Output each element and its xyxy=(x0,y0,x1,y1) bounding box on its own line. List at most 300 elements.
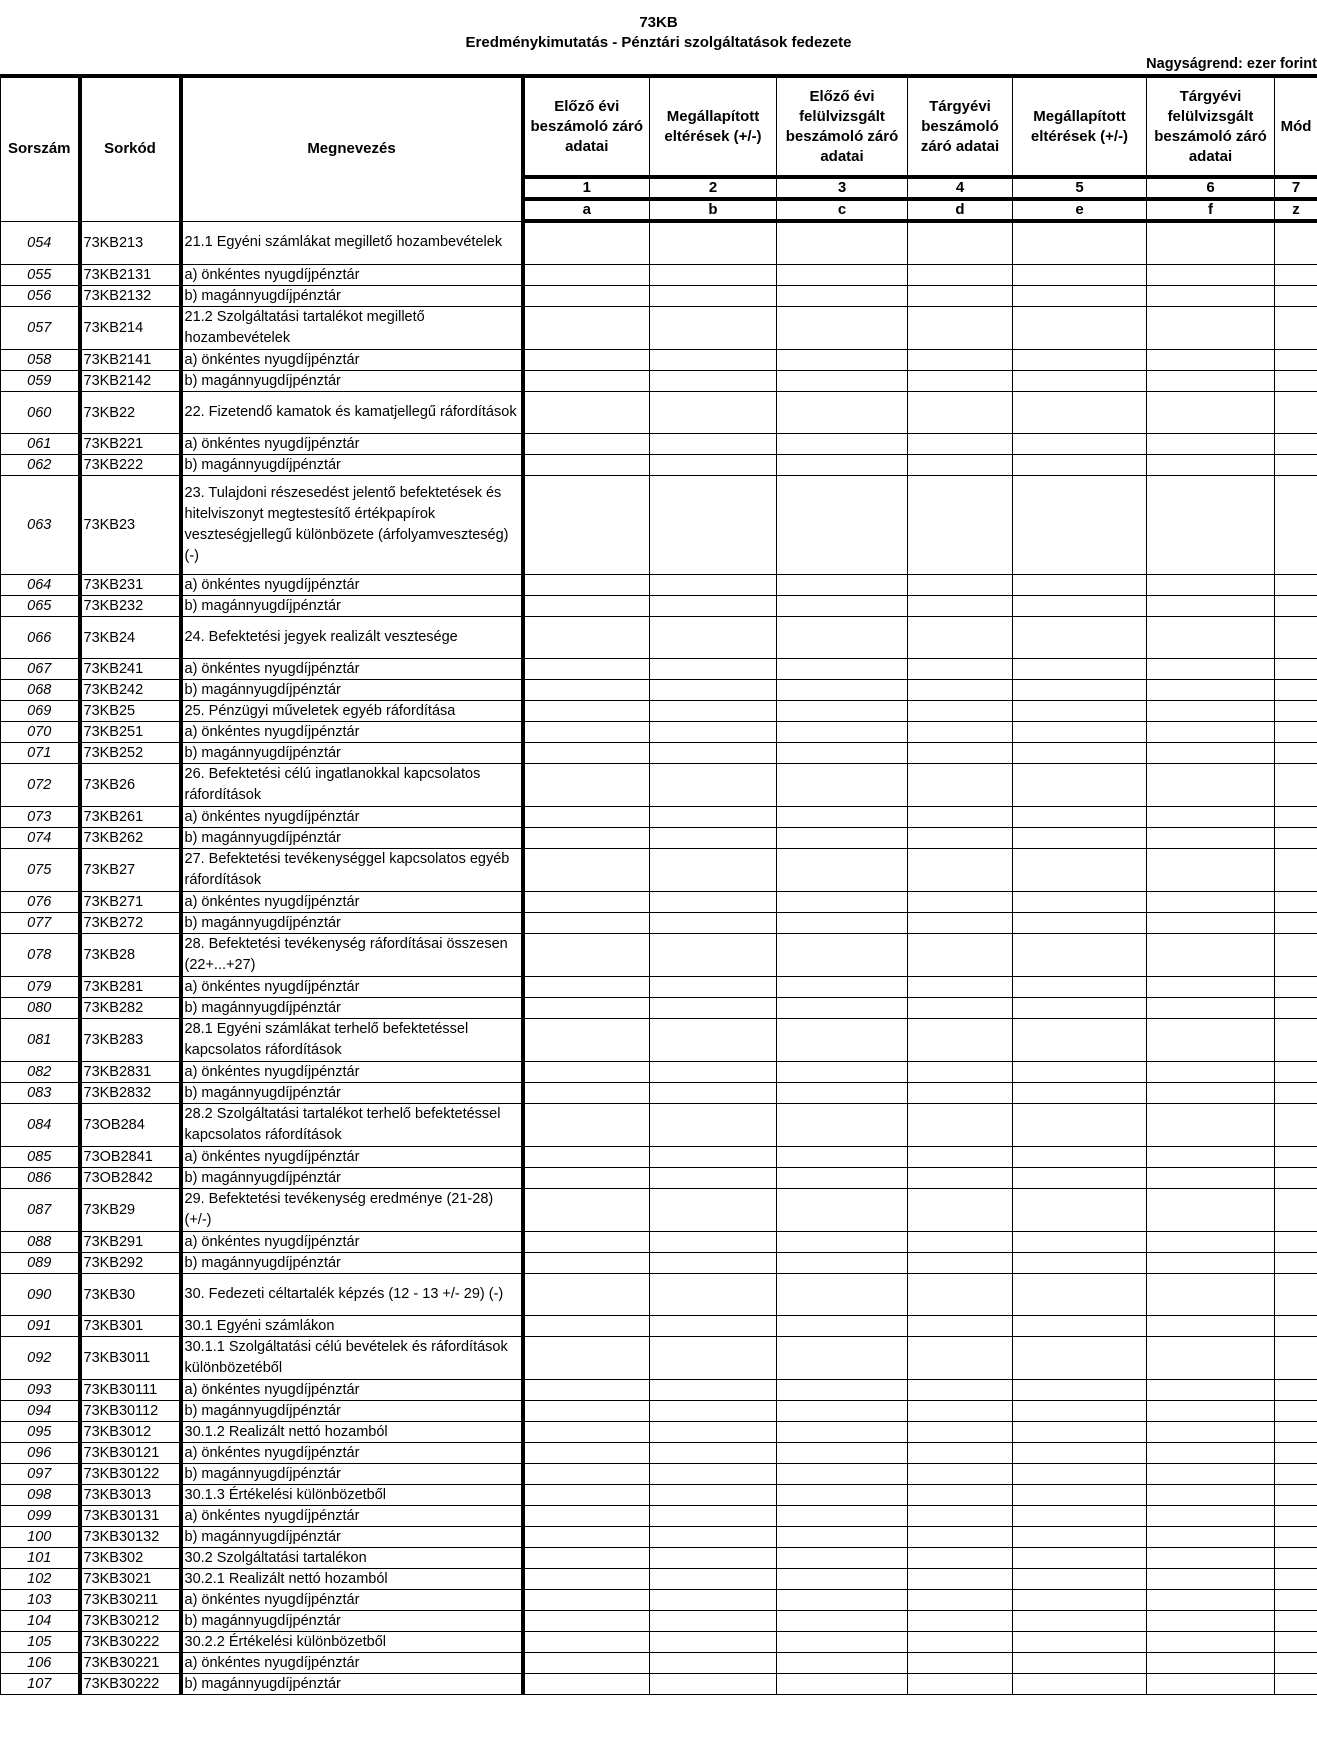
value-cell-5[interactable] xyxy=(1013,1527,1147,1548)
value-cell-2[interactable] xyxy=(650,286,777,307)
value-cell-2[interactable] xyxy=(650,807,777,828)
value-cell-2[interactable] xyxy=(650,1443,777,1464)
value-cell-7[interactable] xyxy=(1275,1168,1317,1189)
value-cell-4[interactable] xyxy=(908,1083,1013,1104)
value-cell-3[interactable] xyxy=(777,1464,908,1485)
value-cell-1[interactable] xyxy=(523,977,650,998)
value-cell-2[interactable] xyxy=(650,1083,777,1104)
value-cell-4[interactable] xyxy=(908,286,1013,307)
value-cell-5[interactable] xyxy=(1013,722,1147,743)
value-cell-7[interactable] xyxy=(1275,1083,1317,1104)
value-cell-3[interactable] xyxy=(777,265,908,286)
value-cell-3[interactable] xyxy=(777,455,908,476)
value-cell-5[interactable] xyxy=(1013,617,1147,659)
value-cell-7[interactable] xyxy=(1275,680,1317,701)
value-cell-3[interactable] xyxy=(777,1253,908,1274)
value-cell-4[interactable] xyxy=(908,1337,1013,1380)
value-cell-7[interactable] xyxy=(1275,1401,1317,1422)
value-cell-2[interactable] xyxy=(650,1674,777,1695)
value-cell-4[interactable] xyxy=(908,265,1013,286)
value-cell-6[interactable] xyxy=(1147,1401,1275,1422)
value-cell-3[interactable] xyxy=(777,722,908,743)
value-cell-4[interactable] xyxy=(908,828,1013,849)
value-cell-1[interactable] xyxy=(523,1253,650,1274)
value-cell-1[interactable] xyxy=(523,1422,650,1443)
value-cell-5[interactable] xyxy=(1013,1062,1147,1083)
value-cell-4[interactable] xyxy=(908,1062,1013,1083)
value-cell-6[interactable] xyxy=(1147,1464,1275,1485)
value-cell-7[interactable] xyxy=(1275,764,1317,807)
value-cell-7[interactable] xyxy=(1275,1443,1317,1464)
value-cell-6[interactable] xyxy=(1147,1062,1275,1083)
value-cell-5[interactable] xyxy=(1013,977,1147,998)
value-cell-3[interactable] xyxy=(777,286,908,307)
value-cell-5[interactable] xyxy=(1013,265,1147,286)
value-cell-1[interactable] xyxy=(523,392,650,434)
value-cell-3[interactable] xyxy=(777,1590,908,1611)
value-cell-7[interactable] xyxy=(1275,1674,1317,1695)
value-cell-3[interactable] xyxy=(777,977,908,998)
value-cell-2[interactable] xyxy=(650,1485,777,1506)
value-cell-6[interactable] xyxy=(1147,265,1275,286)
value-cell-7[interactable] xyxy=(1275,659,1317,680)
value-cell-5[interactable] xyxy=(1013,1611,1147,1632)
value-cell-7[interactable] xyxy=(1275,221,1317,265)
value-cell-4[interactable] xyxy=(908,575,1013,596)
value-cell-3[interactable] xyxy=(777,1632,908,1653)
value-cell-7[interactable] xyxy=(1275,434,1317,455)
value-cell-4[interactable] xyxy=(908,617,1013,659)
value-cell-4[interactable] xyxy=(908,1464,1013,1485)
value-cell-6[interactable] xyxy=(1147,1104,1275,1147)
value-cell-3[interactable] xyxy=(777,849,908,892)
value-cell-3[interactable] xyxy=(777,1316,908,1337)
value-cell-2[interactable] xyxy=(650,575,777,596)
value-cell-3[interactable] xyxy=(777,1380,908,1401)
value-cell-6[interactable] xyxy=(1147,617,1275,659)
value-cell-4[interactable] xyxy=(908,392,1013,434)
value-cell-3[interactable] xyxy=(777,392,908,434)
value-cell-4[interactable] xyxy=(908,1253,1013,1274)
value-cell-3[interactable] xyxy=(777,764,908,807)
value-cell-4[interactable] xyxy=(908,849,1013,892)
value-cell-6[interactable] xyxy=(1147,828,1275,849)
value-cell-2[interactable] xyxy=(650,743,777,764)
value-cell-3[interactable] xyxy=(777,1674,908,1695)
value-cell-7[interactable] xyxy=(1275,575,1317,596)
value-cell-5[interactable] xyxy=(1013,1653,1147,1674)
value-cell-3[interactable] xyxy=(777,1422,908,1443)
value-cell-5[interactable] xyxy=(1013,1485,1147,1506)
value-cell-2[interactable] xyxy=(650,849,777,892)
value-cell-7[interactable] xyxy=(1275,849,1317,892)
value-cell-3[interactable] xyxy=(777,350,908,371)
value-cell-2[interactable] xyxy=(650,434,777,455)
value-cell-3[interactable] xyxy=(777,434,908,455)
value-cell-2[interactable] xyxy=(650,1569,777,1590)
value-cell-1[interactable] xyxy=(523,476,650,575)
value-cell-7[interactable] xyxy=(1275,617,1317,659)
value-cell-4[interactable] xyxy=(908,221,1013,265)
value-cell-7[interactable] xyxy=(1275,1527,1317,1548)
value-cell-3[interactable] xyxy=(777,743,908,764)
value-cell-1[interactable] xyxy=(523,221,650,265)
value-cell-6[interactable] xyxy=(1147,977,1275,998)
value-cell-2[interactable] xyxy=(650,1168,777,1189)
value-cell-4[interactable] xyxy=(908,455,1013,476)
value-cell-5[interactable] xyxy=(1013,913,1147,934)
value-cell-2[interactable] xyxy=(650,1506,777,1527)
value-cell-4[interactable] xyxy=(908,701,1013,722)
value-cell-3[interactable] xyxy=(777,1485,908,1506)
value-cell-7[interactable] xyxy=(1275,392,1317,434)
value-cell-1[interactable] xyxy=(523,371,650,392)
value-cell-5[interactable] xyxy=(1013,371,1147,392)
value-cell-3[interactable] xyxy=(777,701,908,722)
value-cell-5[interactable] xyxy=(1013,1316,1147,1337)
value-cell-3[interactable] xyxy=(777,596,908,617)
value-cell-3[interactable] xyxy=(777,1147,908,1168)
value-cell-6[interactable] xyxy=(1147,1527,1275,1548)
value-cell-7[interactable] xyxy=(1275,455,1317,476)
value-cell-7[interactable] xyxy=(1275,892,1317,913)
value-cell-5[interactable] xyxy=(1013,1674,1147,1695)
value-cell-3[interactable] xyxy=(777,1337,908,1380)
value-cell-5[interactable] xyxy=(1013,1464,1147,1485)
value-cell-4[interactable] xyxy=(908,680,1013,701)
value-cell-7[interactable] xyxy=(1275,371,1317,392)
value-cell-3[interactable] xyxy=(777,892,908,913)
value-cell-4[interactable] xyxy=(908,371,1013,392)
value-cell-5[interactable] xyxy=(1013,1337,1147,1380)
value-cell-5[interactable] xyxy=(1013,350,1147,371)
value-cell-6[interactable] xyxy=(1147,807,1275,828)
value-cell-2[interactable] xyxy=(650,1632,777,1653)
value-cell-5[interactable] xyxy=(1013,221,1147,265)
value-cell-4[interactable] xyxy=(908,476,1013,575)
value-cell-6[interactable] xyxy=(1147,1337,1275,1380)
value-cell-1[interactable] xyxy=(523,1653,650,1674)
value-cell-5[interactable] xyxy=(1013,743,1147,764)
value-cell-4[interactable] xyxy=(908,913,1013,934)
value-cell-1[interactable] xyxy=(523,1443,650,1464)
value-cell-3[interactable] xyxy=(777,1274,908,1316)
value-cell-2[interactable] xyxy=(650,1062,777,1083)
value-cell-2[interactable] xyxy=(650,1548,777,1569)
value-cell-6[interactable] xyxy=(1147,434,1275,455)
value-cell-3[interactable] xyxy=(777,1527,908,1548)
value-cell-6[interactable] xyxy=(1147,998,1275,1019)
value-cell-1[interactable] xyxy=(523,1168,650,1189)
value-cell-1[interactable] xyxy=(523,1401,650,1422)
value-cell-5[interactable] xyxy=(1013,828,1147,849)
value-cell-3[interactable] xyxy=(777,1653,908,1674)
value-cell-1[interactable] xyxy=(523,892,650,913)
value-cell-7[interactable] xyxy=(1275,1590,1317,1611)
value-cell-7[interactable] xyxy=(1275,1337,1317,1380)
value-cell-1[interactable] xyxy=(523,1674,650,1695)
value-cell-5[interactable] xyxy=(1013,892,1147,913)
value-cell-3[interactable] xyxy=(777,1189,908,1232)
value-cell-2[interactable] xyxy=(650,1274,777,1316)
value-cell-2[interactable] xyxy=(650,617,777,659)
value-cell-7[interactable] xyxy=(1275,1274,1317,1316)
value-cell-1[interactable] xyxy=(523,1611,650,1632)
value-cell-2[interactable] xyxy=(650,1104,777,1147)
value-cell-1[interactable] xyxy=(523,659,650,680)
value-cell-2[interactable] xyxy=(650,307,777,350)
value-cell-4[interactable] xyxy=(908,977,1013,998)
value-cell-6[interactable] xyxy=(1147,1632,1275,1653)
value-cell-2[interactable] xyxy=(650,1019,777,1062)
value-cell-1[interactable] xyxy=(523,701,650,722)
value-cell-6[interactable] xyxy=(1147,1653,1275,1674)
value-cell-1[interactable] xyxy=(523,1062,650,1083)
value-cell-3[interactable] xyxy=(777,1062,908,1083)
value-cell-6[interactable] xyxy=(1147,1548,1275,1569)
value-cell-5[interactable] xyxy=(1013,596,1147,617)
value-cell-4[interactable] xyxy=(908,1548,1013,1569)
value-cell-1[interactable] xyxy=(523,617,650,659)
value-cell-7[interactable] xyxy=(1275,934,1317,977)
value-cell-5[interactable] xyxy=(1013,764,1147,807)
value-cell-4[interactable] xyxy=(908,1316,1013,1337)
value-cell-5[interactable] xyxy=(1013,1083,1147,1104)
value-cell-4[interactable] xyxy=(908,1168,1013,1189)
value-cell-7[interactable] xyxy=(1275,596,1317,617)
value-cell-5[interactable] xyxy=(1013,680,1147,701)
value-cell-2[interactable] xyxy=(650,1316,777,1337)
value-cell-6[interactable] xyxy=(1147,286,1275,307)
value-cell-1[interactable] xyxy=(523,1083,650,1104)
value-cell-6[interactable] xyxy=(1147,1611,1275,1632)
value-cell-6[interactable] xyxy=(1147,455,1275,476)
value-cell-7[interactable] xyxy=(1275,1653,1317,1674)
value-cell-7[interactable] xyxy=(1275,743,1317,764)
value-cell-1[interactable] xyxy=(523,1464,650,1485)
value-cell-2[interactable] xyxy=(650,596,777,617)
value-cell-4[interactable] xyxy=(908,659,1013,680)
value-cell-5[interactable] xyxy=(1013,807,1147,828)
value-cell-4[interactable] xyxy=(908,1674,1013,1695)
value-cell-2[interactable] xyxy=(650,1189,777,1232)
value-cell-2[interactable] xyxy=(650,221,777,265)
value-cell-2[interactable] xyxy=(650,392,777,434)
value-cell-4[interactable] xyxy=(908,1569,1013,1590)
value-cell-1[interactable] xyxy=(523,1506,650,1527)
value-cell-1[interactable] xyxy=(523,434,650,455)
value-cell-7[interactable] xyxy=(1275,1611,1317,1632)
value-cell-6[interactable] xyxy=(1147,1232,1275,1253)
value-cell-5[interactable] xyxy=(1013,575,1147,596)
value-cell-7[interactable] xyxy=(1275,1485,1317,1506)
value-cell-4[interactable] xyxy=(908,596,1013,617)
value-cell-4[interactable] xyxy=(908,764,1013,807)
value-cell-6[interactable] xyxy=(1147,392,1275,434)
value-cell-2[interactable] xyxy=(650,350,777,371)
value-cell-6[interactable] xyxy=(1147,221,1275,265)
value-cell-7[interactable] xyxy=(1275,1548,1317,1569)
value-cell-2[interactable] xyxy=(650,1653,777,1674)
value-cell-3[interactable] xyxy=(777,807,908,828)
value-cell-1[interactable] xyxy=(523,913,650,934)
value-cell-1[interactable] xyxy=(523,265,650,286)
value-cell-3[interactable] xyxy=(777,1168,908,1189)
value-cell-6[interactable] xyxy=(1147,1189,1275,1232)
value-cell-5[interactable] xyxy=(1013,434,1147,455)
value-cell-1[interactable] xyxy=(523,1316,650,1337)
value-cell-1[interactable] xyxy=(523,1569,650,1590)
value-cell-1[interactable] xyxy=(523,680,650,701)
value-cell-7[interactable] xyxy=(1275,1019,1317,1062)
value-cell-7[interactable] xyxy=(1275,307,1317,350)
value-cell-7[interactable] xyxy=(1275,977,1317,998)
value-cell-6[interactable] xyxy=(1147,1506,1275,1527)
value-cell-3[interactable] xyxy=(777,575,908,596)
value-cell-6[interactable] xyxy=(1147,476,1275,575)
value-cell-6[interactable] xyxy=(1147,701,1275,722)
value-cell-5[interactable] xyxy=(1013,392,1147,434)
value-cell-7[interactable] xyxy=(1275,1316,1317,1337)
value-cell-3[interactable] xyxy=(777,1611,908,1632)
value-cell-7[interactable] xyxy=(1275,807,1317,828)
value-cell-2[interactable] xyxy=(650,1337,777,1380)
value-cell-2[interactable] xyxy=(650,934,777,977)
value-cell-3[interactable] xyxy=(777,913,908,934)
value-cell-2[interactable] xyxy=(650,722,777,743)
value-cell-7[interactable] xyxy=(1275,1253,1317,1274)
value-cell-4[interactable] xyxy=(908,1401,1013,1422)
value-cell-5[interactable] xyxy=(1013,1232,1147,1253)
value-cell-5[interactable] xyxy=(1013,998,1147,1019)
value-cell-1[interactable] xyxy=(523,1380,650,1401)
value-cell-1[interactable] xyxy=(523,934,650,977)
value-cell-2[interactable] xyxy=(650,828,777,849)
value-cell-1[interactable] xyxy=(523,1590,650,1611)
value-cell-1[interactable] xyxy=(523,1189,650,1232)
value-cell-5[interactable] xyxy=(1013,934,1147,977)
value-cell-1[interactable] xyxy=(523,1337,650,1380)
value-cell-5[interactable] xyxy=(1013,1422,1147,1443)
value-cell-1[interactable] xyxy=(523,307,650,350)
value-cell-6[interactable] xyxy=(1147,1569,1275,1590)
value-cell-5[interactable] xyxy=(1013,455,1147,476)
value-cell-6[interactable] xyxy=(1147,1274,1275,1316)
value-cell-3[interactable] xyxy=(777,1083,908,1104)
value-cell-6[interactable] xyxy=(1147,307,1275,350)
value-cell-4[interactable] xyxy=(908,1274,1013,1316)
value-cell-6[interactable] xyxy=(1147,722,1275,743)
value-cell-6[interactable] xyxy=(1147,1316,1275,1337)
value-cell-6[interactable] xyxy=(1147,1422,1275,1443)
value-cell-5[interactable] xyxy=(1013,1569,1147,1590)
value-cell-1[interactable] xyxy=(523,1274,650,1316)
value-cell-5[interactable] xyxy=(1013,1253,1147,1274)
value-cell-7[interactable] xyxy=(1275,1464,1317,1485)
value-cell-5[interactable] xyxy=(1013,1401,1147,1422)
value-cell-5[interactable] xyxy=(1013,307,1147,350)
value-cell-3[interactable] xyxy=(777,1104,908,1147)
value-cell-6[interactable] xyxy=(1147,934,1275,977)
value-cell-2[interactable] xyxy=(650,1253,777,1274)
value-cell-2[interactable] xyxy=(650,1147,777,1168)
value-cell-2[interactable] xyxy=(650,455,777,476)
value-cell-5[interactable] xyxy=(1013,1380,1147,1401)
value-cell-1[interactable] xyxy=(523,722,650,743)
value-cell-6[interactable] xyxy=(1147,892,1275,913)
value-cell-1[interactable] xyxy=(523,807,650,828)
value-cell-4[interactable] xyxy=(908,1380,1013,1401)
value-cell-7[interactable] xyxy=(1275,1422,1317,1443)
value-cell-3[interactable] xyxy=(777,221,908,265)
value-cell-6[interactable] xyxy=(1147,575,1275,596)
value-cell-6[interactable] xyxy=(1147,913,1275,934)
value-cell-3[interactable] xyxy=(777,1401,908,1422)
value-cell-2[interactable] xyxy=(650,680,777,701)
value-cell-1[interactable] xyxy=(523,1147,650,1168)
value-cell-3[interactable] xyxy=(777,998,908,1019)
value-cell-4[interactable] xyxy=(908,1189,1013,1232)
value-cell-2[interactable] xyxy=(650,659,777,680)
value-cell-4[interactable] xyxy=(908,807,1013,828)
value-cell-2[interactable] xyxy=(650,764,777,807)
value-cell-4[interactable] xyxy=(908,1019,1013,1062)
value-cell-1[interactable] xyxy=(523,828,650,849)
value-cell-7[interactable] xyxy=(1275,701,1317,722)
value-cell-1[interactable] xyxy=(523,849,650,892)
value-cell-4[interactable] xyxy=(908,1232,1013,1253)
value-cell-7[interactable] xyxy=(1275,998,1317,1019)
value-cell-1[interactable] xyxy=(523,575,650,596)
value-cell-6[interactable] xyxy=(1147,743,1275,764)
value-cell-2[interactable] xyxy=(650,1464,777,1485)
value-cell-1[interactable] xyxy=(523,286,650,307)
value-cell-6[interactable] xyxy=(1147,659,1275,680)
value-cell-6[interactable] xyxy=(1147,1019,1275,1062)
value-cell-5[interactable] xyxy=(1013,1168,1147,1189)
value-cell-2[interactable] xyxy=(650,913,777,934)
value-cell-3[interactable] xyxy=(777,617,908,659)
value-cell-5[interactable] xyxy=(1013,1274,1147,1316)
value-cell-5[interactable] xyxy=(1013,1590,1147,1611)
value-cell-4[interactable] xyxy=(908,1104,1013,1147)
value-cell-1[interactable] xyxy=(523,1019,650,1062)
value-cell-1[interactable] xyxy=(523,1632,650,1653)
value-cell-3[interactable] xyxy=(777,1232,908,1253)
value-cell-4[interactable] xyxy=(908,892,1013,913)
value-cell-7[interactable] xyxy=(1275,476,1317,575)
value-cell-1[interactable] xyxy=(523,1232,650,1253)
value-cell-5[interactable] xyxy=(1013,1443,1147,1464)
value-cell-5[interactable] xyxy=(1013,1548,1147,1569)
value-cell-1[interactable] xyxy=(523,1548,650,1569)
value-cell-6[interactable] xyxy=(1147,1253,1275,1274)
value-cell-7[interactable] xyxy=(1275,350,1317,371)
value-cell-1[interactable] xyxy=(523,1104,650,1147)
value-cell-1[interactable] xyxy=(523,998,650,1019)
value-cell-7[interactable] xyxy=(1275,828,1317,849)
value-cell-6[interactable] xyxy=(1147,1147,1275,1168)
value-cell-1[interactable] xyxy=(523,455,650,476)
value-cell-3[interactable] xyxy=(777,1506,908,1527)
value-cell-6[interactable] xyxy=(1147,371,1275,392)
value-cell-7[interactable] xyxy=(1275,913,1317,934)
value-cell-3[interactable] xyxy=(777,371,908,392)
value-cell-7[interactable] xyxy=(1275,1232,1317,1253)
value-cell-2[interactable] xyxy=(650,701,777,722)
value-cell-6[interactable] xyxy=(1147,1443,1275,1464)
value-cell-4[interactable] xyxy=(908,1147,1013,1168)
